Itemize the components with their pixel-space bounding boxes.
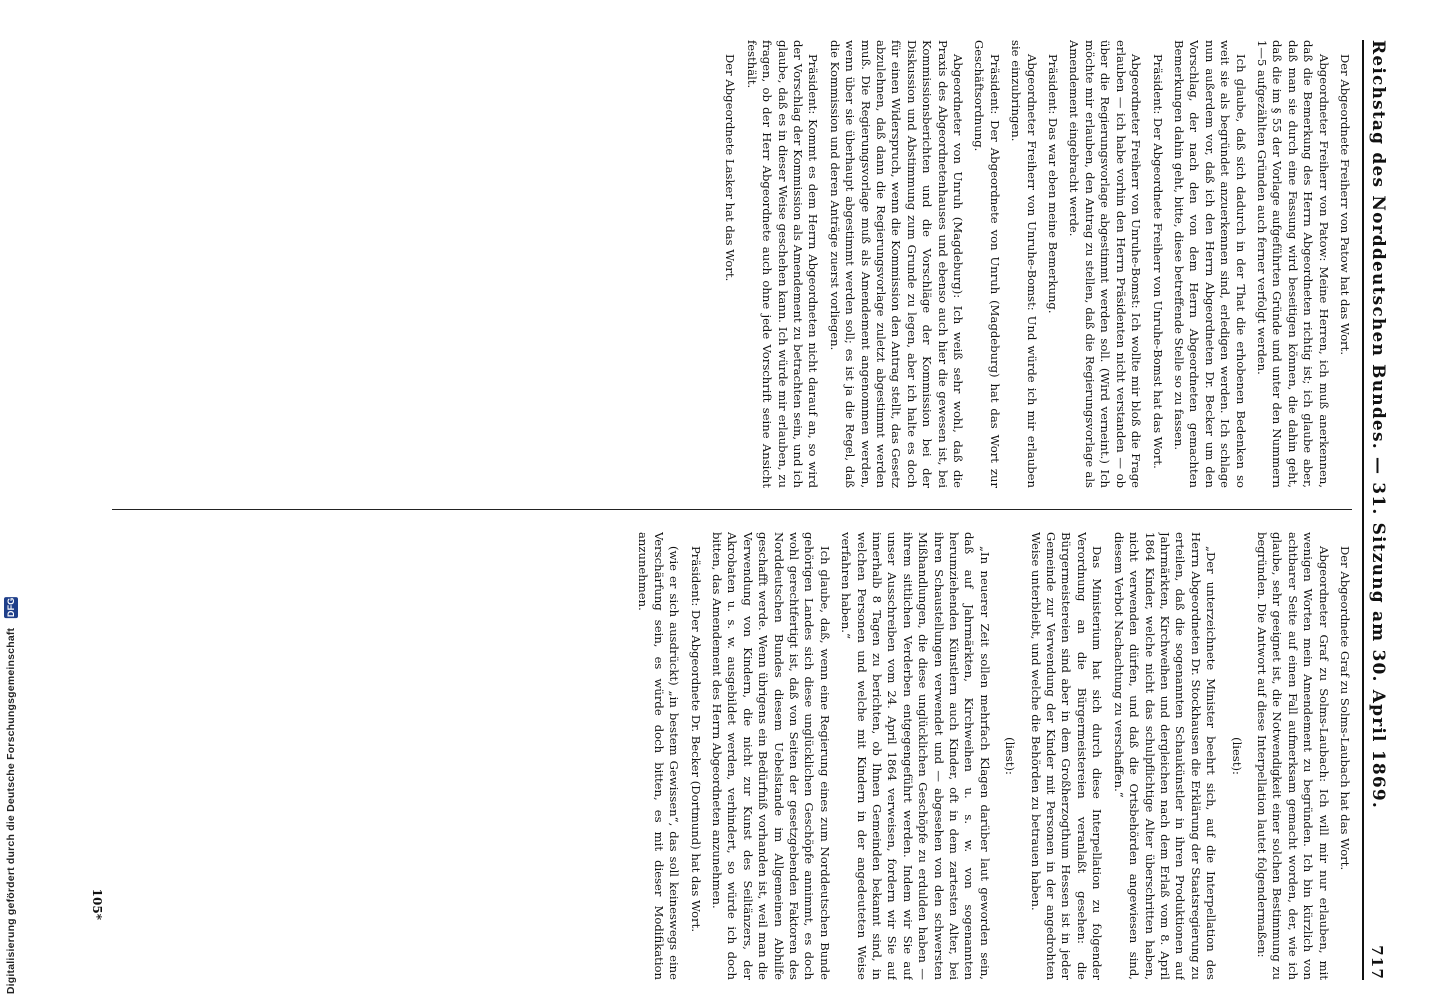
page-number: 717 — [1368, 945, 1386, 980]
paragraph: Abgeordneter von Unruh (Magdeburg): Ich weiß sehr wohl, daß die Praxis des Abgeordnetenhauses und ebenso auch hier die gewesen ist, bei Kommissionsberichten und die Vorschläge der Kommission bei der Diskussion und Abstimmung zum Grunde zu legen, aber ich halte es doch für einen Widerspruch, wenn die Kommission den Antrag stellt, das Gesetz abzulehnen, daß dann die Regierungsvorlage zuletzt abgestimmt werden muß. Die Regierungsvorlage muß als Amendement angenommen werden, wenn über sie überhaupt abgestimmt werden soll; es ist ja die Regel, daß die Kommission und deren Anträge zuerst vorliegen. — [827, 40, 966, 488]
text-column-left — [102, 40, 1352, 488]
paragraph: Präsident: Der Abgeordnete Dr. Becker (Dortmund) hat das Wort. — [688, 546, 703, 933]
paragraph: „Der unterzeichnete Minister beehrt sich, auf die Interpellation des Herrn Abgeordneten Dr. Stockhausen die Erklärung der Staatsregierung zu erteilen, daß die sogenannten Schaukünstler in ihren Produktionen auf Jahrmärkten, Kirchweihen und dergleichen nach dem Erlaß vom 8. April 1864 Kinder, welche nicht das schulpflichtige Alter überschritten haben, nicht verwenden dürfen, und daß die Ortsbehörden angewiesen sind, diesem Verbot Nachachtung zu verschaffen.“ — [1111, 532, 1219, 980]
paragraph: Der Abgeordnete Lasker hat das Wort. — [723, 54, 738, 282]
paragraph: Abgeordneter Graf zu Solms-Laubach: Ich will mir nur erlauben, mit wenigen Worten mein Amendement zu begründen. Ich bin kürzlich von achtbarer Seite auf einen Fall aufmerksam gemacht worden, der, wie ich glaube, sehr geeignet ist, die Notwendigkeit einer solchen Bestimmung zu begründen. Die Antwort auf diese Interpellation lautet folgendermaßen: — [1254, 532, 1331, 980]
stage-direction: (liest): — [1003, 737, 1018, 775]
paragraph: Der Abgeordnete Graf zu Solms-Laubach hat das Wort. — [1338, 546, 1352, 871]
paragraph: Das Ministerium hat sich durch diese Interpellation zu folgender Verordnung an die Bürgermeistereien veranlaßt gesehen: die Bürgermeistereien sind aber in dem Großherzogthum Hessen ist in jeder Gemeinde zur Verwendung der Kinder mit Personen in der angedrohten Weise unterbleibt, und welche die Behörden zu betrauen haben. — [1028, 532, 1105, 980]
paragraph: Präsident: Kommt es dem Herrn Abgeordneten nicht darauf an, so wird der Vorschlag der Kommission als Amendement zu betrachten sein, und ich glaube, daß es in dieser Weise geschehen kann. Ich würde mir erlauben, zu fragen, ob der Herr Abgeordnete auch ohne jede Vorschrift seine Ansicht festhält. — [744, 40, 821, 488]
credit-text: Digitalisierung gefördert durch die Deutsche Forschungsgemeinschaft — [5, 627, 17, 994]
paragraph: Präsident: Der Abgeordnete Freiherr von Unruhe-Bomst hat das Wort. — [1150, 54, 1165, 469]
running-title: Reichstag des Norddeutschen Bundes. — 31. Sitzung am 30. April 1869. — [1368, 40, 1388, 810]
page-header — [1368, 40, 1408, 980]
paragraph: Der Abgeordnete Freiherr von Patow hat das Wort. — [1338, 54, 1352, 356]
text-column-right — [102, 532, 1352, 980]
digitization-credit — [2, 594, 20, 994]
stage-direction: (liest): — [1229, 737, 1244, 775]
paragraph: Abgeordneter Freiherr von Unruhe-Bomst: Ich wollte mir bloß die Frage erlauben — ich habe vorhin den Herrn Präsidenten nicht verstanden — ob über die Regierungsvorlage abgestimmt werden soll. (Wird verneint.) Ich möchte mir erlauben, den Antrag zu stellen, daß die Regierungsvorlage als Amendement eingebracht werde. — [1067, 40, 1144, 488]
column-divider — [112, 509, 1352, 510]
header-rule — [1362, 40, 1364, 980]
paragraph: (wie er sich ausdrückt) „in bestem Gewissen“, das soll keineswegs eine Verschärfung sein, es würde doch bitten, es mit dieser Modifikation anzunehmen. — [636, 532, 682, 980]
paragraph: Ich glaube, daß sich dadurch in der That die erhobenen Bedenken so weit sie als begründet anzuerkennen sind, erledigen werden. Ich schlage nun außerdem vor, daß ich den Herrn Abgeordneten Dr. Becker um den Vorschlag, der nach den von dem Herrn Abgeordneten gemachten Bemerkungen dahin geht, bitte, diese betreffende Stelle so zu fassen. — [1171, 40, 1248, 488]
scanned-page — [32, 0, 1432, 1000]
dfg-logo: DFG — [6, 597, 16, 618]
paragraph: Präsident: Der Abgeordnete von Unruh (Magdeburg) hat das Wort zur Geschäftsordnung. — [972, 40, 1002, 488]
paragraph: Abgeordneter Freiherr von Patow: Meine Herren, ich muß anerkennen, daß die Bemerkung des Herrn Abgeordneten richtig ist; ich glaube aber, daß man sie durch eine Fassung wird beseitigen können, die dahin geht, daß die im § 55 der Vorlage aufgeführten Gründe und unter den Nummern 1—5 aufgezählten Gründen auch ferner verfolgt werden. — [1254, 40, 1331, 488]
paragraph: Ich glaube, daß, wenn eine Regierung eines zum Norddeutschen Bunde gehörigen Landes sich diese unglücklichen Geschöpfe annimmt, es doch wohl gerechtfertigt ist, daß von Seiten der gesetzgebenden Faktoren des Norddeutschen Bundes diesem Uebelstande im Allgemeinen Abhilfe geschafft werde. Wenn übrigens ein Bedürfniß vorhanden ist, weil man die Verwendung von Kindern, die nicht zur Kunst des Seiltänzers, der Akrobaten u. s. w. ausgebildet werden, verhindert, so würde ich doch bitten, das Amendement des Herrn Abgeordneten anzunehmen. — [709, 532, 832, 980]
paragraph: Präsident: Das war eben meine Bemerkung. — [1046, 54, 1061, 314]
paragraph: „In neuerer Zeit sollen mehrfach Klagen darüber laut geworden sein, daß auf Jahrmärkten, Kirchweihen u. s. w. von sogenannten herumziehenden Künstlern auch Kinder, oft in dem zartesten Alter, bei ihren Schaustellungen verwendet und — abgesehen von den schwersten Mißhandlungen, die diese unglücklichen Geschöpfe zu erdulden haben — ihrem sittlichen Verderben entgegengeführt werden. Indem wir Sie auf unser Ausschreiben vom 24. April 1864 verweisen, fordern wir Sie auf innerhalb 8 Tagen zu berichten, ob Ihnen Gemeinden bekannt sind, in welchen Personen und welche mit Kindern in der angedeuteten Weise verfahren haben.“ — [839, 532, 992, 980]
paragraph: Abgeordneter Freiherr von Unruhe-Bomst: Und würde ich mir erlauben sie einzubringen. — [1009, 40, 1039, 488]
sheet-signature: 105* — [90, 888, 104, 920]
